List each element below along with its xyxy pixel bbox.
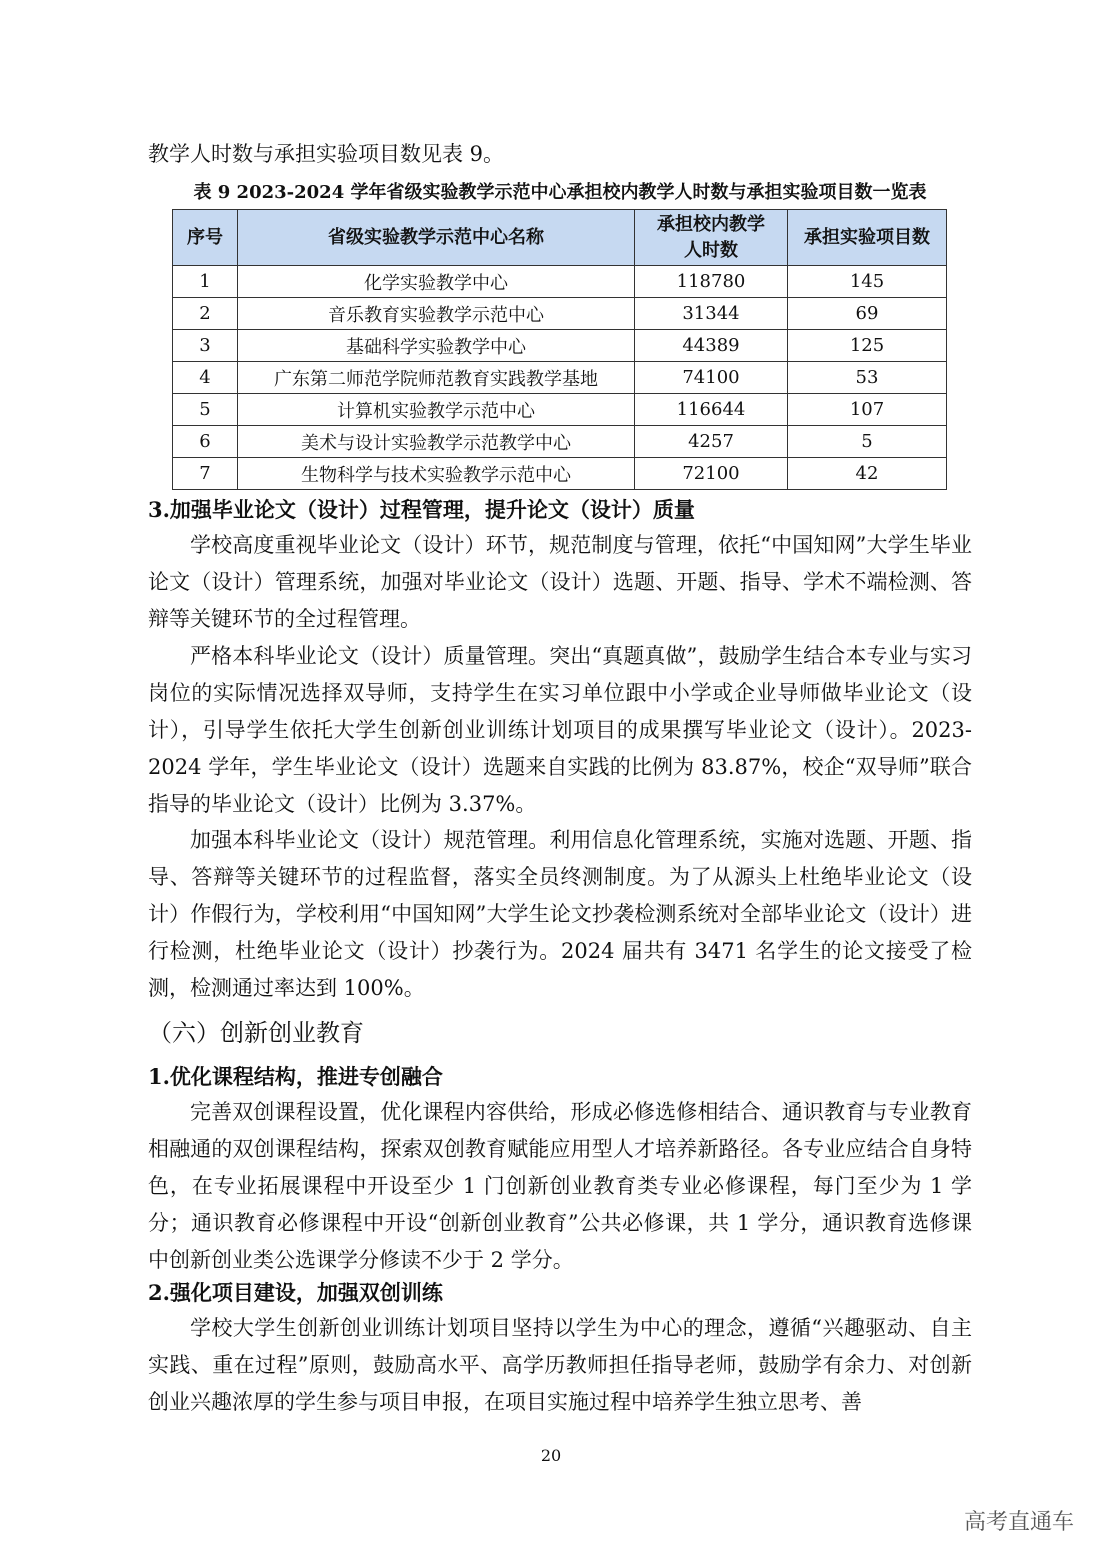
table-row	[173, 266, 947, 298]
cell-index: 6	[173, 426, 238, 458]
cell-project-count: 145	[788, 266, 947, 298]
cell-teaching-hours: 44389	[635, 330, 788, 362]
cell-teaching-hours: 31344	[635, 298, 788, 330]
cell-project-count: 42	[788, 458, 947, 490]
table-header-row	[173, 210, 947, 266]
section3-heading: 3.加强毕业论文（设计）过程管理，提升论文（设计）质量	[148, 497, 695, 522]
page-number: 20	[540, 1446, 562, 1465]
cell-center-name: 化学实验教学中心	[238, 266, 635, 298]
cell-index: 1	[173, 266, 238, 298]
cell-center-name: 美术与设计实验教学示范教学中心	[238, 426, 635, 458]
cell-index: 5	[173, 394, 238, 426]
cell-index: 3	[173, 330, 238, 362]
cell-project-count: 69	[788, 298, 947, 330]
table-row	[173, 298, 947, 330]
section6-sub1-heading: 1.优化课程结构，推进专创融合	[148, 1064, 443, 1089]
section3-paragraph-1: 学校高度重视毕业论文（设计）环节，规范制度与管理，依托“中国知网”大学生毕业论文（设计）管理系统，加强对毕业论文（设计）选题、开题、指导、学术不端检测、答辩等关键环节的全过程管理。	[148, 533, 972, 631]
section6-sub2-paragraph: 学校大学生创新创业训练计划项目坚持以学生为中心的理念，遵循“兴趣驱动、自主实践、重在过程”原则，鼓励高水平、高学历教师担任指导老师，鼓励学有余力、对创新创业兴趣浓厚的学生参与项目申报，在项目实施过程中培养学生独立思考、善	[148, 1316, 972, 1414]
cell-center-name: 计算机实验教学示范中心	[238, 394, 635, 426]
cell-center-name: 广东第二师范学院师范教育实践教学基地	[238, 362, 635, 394]
cell-index: 7	[173, 458, 238, 490]
header-hours-line2: 人时数	[684, 239, 738, 261]
watermark: 高考直通车	[963, 1510, 1074, 1535]
header-teaching-hours	[635, 210, 788, 266]
cell-index: 4	[173, 362, 238, 394]
cell-center-name: 音乐教育实验教学示范中心	[238, 298, 635, 330]
cell-teaching-hours: 118780	[635, 266, 788, 298]
data-table	[172, 209, 947, 490]
header-hours-line1: 承担校内教学	[657, 213, 765, 235]
table-row	[173, 362, 947, 394]
header-index: 序号	[173, 210, 238, 266]
section6-heading: （六）创新创业教育	[148, 1019, 364, 1047]
cell-teaching-hours: 72100	[635, 458, 788, 490]
header-center-name: 省级实验教学示范中心名称	[238, 210, 635, 266]
section3-paragraph-3: 加强本科毕业论文（设计）规范管理。利用信息化管理系统，实施对选题、开题、指导、答辩等关键环节的过程监督，落实全员终测制度。为了从源头上杜绝毕业论文（设计）作假行为，学校利用“中国知网”大学生论文抄袭检测系统对全部毕业论文（设计）进行检测，杜绝毕业论文（设计）抄袭行为。2024 届共有 3471 名学生的论文接受了检测，检测通过率达到 100%。	[148, 828, 972, 1000]
section6-sub1-paragraph: 完善双创课程设置，优化课程内容供给，形成必修选修相结合、通识教育与专业教育相融通的双创课程结构，探索双创教育赋能应用型人才培养新路径。各专业应结合自身特色，在专业拓展课程中开设至少 1 门创新创业教育类专业必修课程，每门至少为 1 学分；通识教育必修课程中开设“创新创业教育”公共必修课，共 1 学分，通识教育选修课中创新创业类公选课学分修读不少于 2 学分。	[148, 1100, 972, 1272]
cell-teaching-hours: 4257	[635, 426, 788, 458]
cell-teaching-hours: 74100	[635, 362, 788, 394]
table-row	[173, 426, 947, 458]
intro-text: 教学人时数与承担实验项目数见表 9。	[148, 142, 505, 166]
cell-project-count: 107	[788, 394, 947, 426]
table-row	[173, 458, 947, 490]
table-row	[173, 330, 947, 362]
cell-index: 2	[173, 298, 238, 330]
header-project-count: 承担实验项目数	[788, 210, 947, 266]
cell-project-count: 5	[788, 426, 947, 458]
table-row	[173, 394, 947, 426]
section6-sub2-heading: 2.强化项目建设，加强双创训练	[148, 1280, 443, 1305]
section3-paragraph-2: 严格本科毕业论文（设计）质量管理。突出“真题真做”，鼓励学生结合本专业与实习岗位的实际情况选择双导师，支持学生在实习单位跟中小学或企业导师做毕业论文（设计），引导学生依托大学生创新创业训练计划项目的成果撰写毕业论文（设计）。2023-2024 学年，学生毕业论文（设计）选题来自实践的比例为 83.87%，校企“双导师”联合指导的毕业论文（设计）比例为 3.37%。	[148, 644, 972, 816]
cell-teaching-hours: 116644	[635, 394, 788, 426]
cell-center-name: 生物科学与技术实验教学示范中心	[238, 458, 635, 490]
cell-center-name: 基础科学实验教学中心	[238, 330, 635, 362]
table-caption: 表 9 2023-2024 学年省级实验教学示范中心承担校内教学人时数与承担实验项目数一览表	[193, 182, 927, 203]
cell-project-count: 53	[788, 362, 947, 394]
cell-project-count: 125	[788, 330, 947, 362]
